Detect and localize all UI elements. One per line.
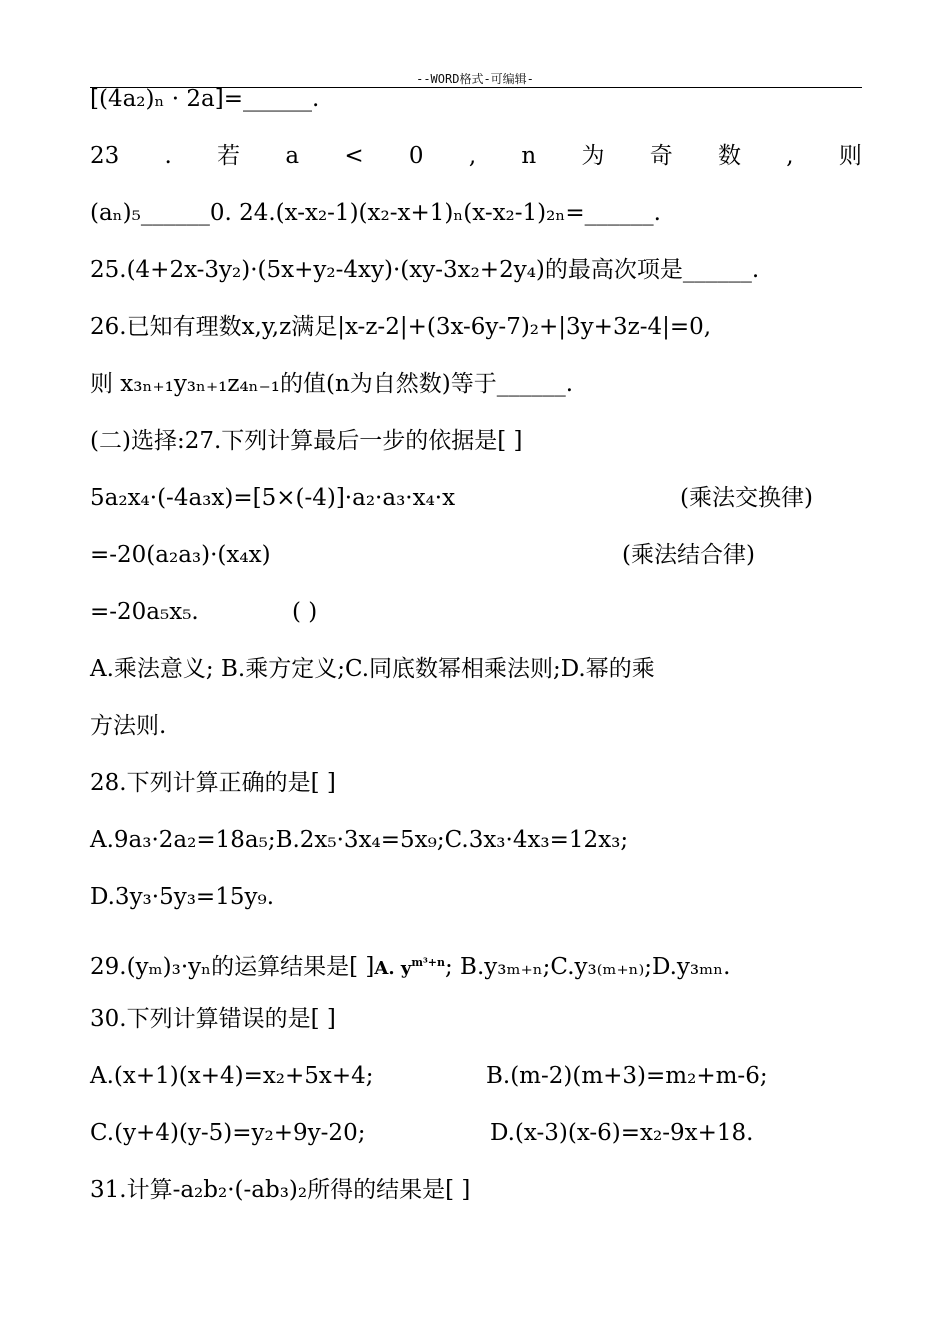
question-25-line: 25.(4+2x-3y₂)·(5x+y₂-4xy)·(xy-3x₂+2y₄)的最高次项是______.	[90, 257, 760, 283]
question-28-line: 28.下列计算正确的是[ ]	[90, 770, 336, 796]
q23-token: 23	[90, 143, 120, 169]
q23-token: 数	[718, 143, 742, 169]
q23-token: ,	[468, 143, 477, 169]
q23-token: a	[285, 143, 300, 169]
q23-token: <	[344, 143, 364, 169]
question-24-line: (aₙ)₅______0. 24.(x-x₂-1)(x₂-x+1)ₙ(x-x₂-1)₂ₙ=______.	[90, 200, 661, 226]
q30-option-c: C.(y+4)(y-5)=y₂+9y-20;	[90, 1120, 366, 1146]
q23-token: ,	[786, 143, 794, 169]
q23-token: 奇	[649, 143, 673, 169]
q29-stem: 29.(yₘ)₃·yₙ的运算结果是[ ]	[90, 954, 375, 980]
q28-option-d: D.3y₃·5y₃=15y₉.	[90, 884, 274, 910]
line-22-tail: [(4a₂)ₙ · 2a]=______.	[90, 86, 320, 112]
question-23-line	[90, 141, 862, 171]
question-26-tail: 则 x₃ₙ₊₁y₃ₙ₊₁z₄ₙ₋₁的值(n为自然数)等于______.	[90, 371, 574, 397]
q30-option-b: B.(m-2)(m+3)=m₂+m-6;	[486, 1063, 768, 1089]
question-30-line: 30.下列计算错误的是[ ]	[90, 1006, 336, 1032]
question-29-line	[90, 948, 731, 984]
q27-step-3-blank: ( )	[292, 599, 318, 625]
q30-option-a: A.(x+1)(x+4)=x₂+5x+4;	[90, 1063, 374, 1089]
q27-options-tail: 方法则.	[90, 713, 167, 739]
q27-step-2: =-20(a₂a₃)·(x₄x)	[90, 542, 271, 568]
q27-options: A.乘法意义; B.乘方定义;C.同底数幂相乘法则;D.幂的乘	[90, 656, 655, 682]
q29-options-rest: ; B.y₃ₘ₊ₙ;C.y₃₍ₘ₊ₙ₎;D.y₃ₘₙ.	[445, 954, 731, 980]
q30-option-d: D.(x-3)(x-6)=x₂-9x+18.	[490, 1120, 754, 1146]
q27-step-2-reason: (乘法结合律)	[622, 542, 755, 568]
q23-token: 为	[581, 143, 605, 169]
q23-token: 则	[838, 143, 862, 169]
q27-step-1: 5a₂x₄·(-4a₃x)=[5×(-4)]·a₂·a₃·x₄·x	[90, 485, 456, 511]
q28-options: A.9a₃·2a₂=18a₅;B.2x₅·3x₄=5x₉;C.3x₃·4x₃=12x₃;	[90, 827, 629, 853]
q23-token: n	[521, 143, 537, 169]
q23-token: 若	[217, 143, 241, 169]
section-2-question-27: (二)选择:27.下列计算最后一步的依据是[ ]	[90, 428, 523, 454]
q23-token: .	[164, 143, 172, 169]
q29-option-a-image: A. $y^{m^3+n}$	[374, 956, 445, 979]
q27-step-3: =-20a₅x₅.	[90, 599, 199, 625]
page-header: --WORD格式-可编辑-	[416, 72, 534, 86]
question-26-line: 26.已知有理数x,y,z满足|x-z-2|+(3x-6y-7)₂+|3y+3z-4|=0,	[90, 314, 712, 340]
q23-token: 0	[408, 143, 424, 169]
q27-step-1-reason: (乘法交换律)	[680, 485, 813, 511]
question-31-line: 31.计算-a₂b₂·(-ab₃)₂所得的结果是[ ]	[90, 1177, 471, 1203]
